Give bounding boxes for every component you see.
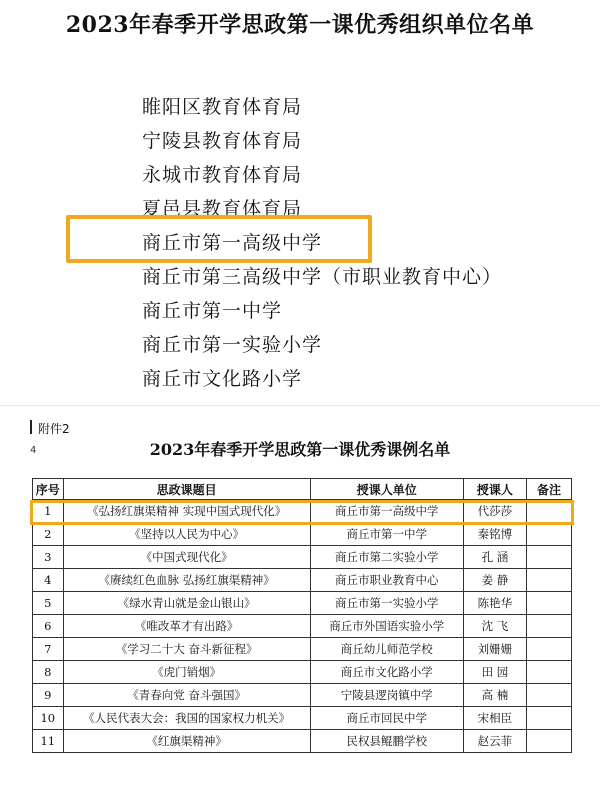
cell-remark bbox=[527, 569, 572, 592]
header-topic: 思政课题目 bbox=[63, 479, 310, 500]
cell-remark bbox=[527, 523, 572, 546]
cell-topic: 《唯改革才有出路》 bbox=[63, 615, 310, 638]
organization-item: 商丘市第三高级中学（市职业教育中心） bbox=[142, 266, 503, 288]
organization-item: 永城市教育体育局 bbox=[142, 164, 303, 186]
cell-topic: 《绿水青山就是金山银山》 bbox=[63, 592, 310, 615]
cell-teacher: 陈艳华 bbox=[463, 592, 526, 615]
table-body bbox=[33, 500, 572, 753]
cell-topic: 《赓续红色血脉 弘扬红旗渠精神》 bbox=[63, 569, 310, 592]
cell-unit: 宁陵县逻岗镇中学 bbox=[310, 684, 463, 707]
document-title: 2023年春季开学思政第一课优秀组织单位名单 bbox=[65, 12, 535, 38]
cell-teacher: 姜 静 bbox=[463, 569, 526, 592]
cell-unit: 商丘市职业教育中心 bbox=[310, 569, 463, 592]
cell-unit: 商丘市第二实验小学 bbox=[310, 546, 463, 569]
organization-item: 商丘市第一中学 bbox=[142, 300, 283, 322]
organization-item: 宁陵县教育体育局 bbox=[142, 130, 303, 152]
cell-unit: 商丘幼儿师范学校 bbox=[310, 638, 463, 661]
table-row bbox=[33, 569, 572, 592]
cell-topic: 《红旗渠精神》 bbox=[63, 730, 310, 753]
cell-teacher: 刘姗姗 bbox=[463, 638, 526, 661]
attachment-label: 附件2 bbox=[38, 422, 70, 436]
cell-index: 10 bbox=[33, 707, 64, 730]
organization-highlight-box bbox=[66, 215, 372, 263]
cell-unit: 商丘市第一中学 bbox=[310, 523, 463, 546]
cell-index: 4 bbox=[33, 569, 64, 592]
cell-remark bbox=[527, 707, 572, 730]
cell-teacher: 沈 飞 bbox=[463, 615, 526, 638]
cell-index: 1 bbox=[33, 500, 64, 523]
cell-index: 3 bbox=[33, 546, 64, 569]
cell-remark bbox=[527, 638, 572, 661]
cell-topic: 《中国式现代化》 bbox=[63, 546, 310, 569]
table-row bbox=[33, 615, 572, 638]
cell-index: 8 bbox=[33, 661, 64, 684]
table-title: 2023年春季开学思政第一课优秀课例名单 bbox=[149, 440, 451, 459]
cell-teacher: 田 园 bbox=[463, 661, 526, 684]
table-row bbox=[33, 638, 572, 661]
cell-teacher: 孔 涵 bbox=[463, 546, 526, 569]
cell-unit: 民权县鲲鹏学校 bbox=[310, 730, 463, 753]
table-row bbox=[33, 684, 572, 707]
organization-item: 商丘市文化路小学 bbox=[142, 368, 303, 390]
header-remark: 备注 bbox=[527, 479, 572, 500]
margin-mark bbox=[30, 420, 32, 434]
cell-teacher: 赵云菲 bbox=[463, 730, 526, 753]
cell-topic: 《学习二十大 奋斗新征程》 bbox=[63, 638, 310, 661]
cell-index: 11 bbox=[33, 730, 64, 753]
organization-item: 商丘市第一高级中学 bbox=[142, 232, 323, 254]
cell-topic: 《弘扬红旗渠精神 实现中国式现代化》 bbox=[63, 500, 310, 523]
organization-item: 夏邑县教育体育局 bbox=[142, 198, 303, 220]
cell-unit: 商丘市外国语实验小学 bbox=[310, 615, 463, 638]
cell-topic: 《青春向党 奋斗强国》 bbox=[63, 684, 310, 707]
cell-unit: 商丘市第一高级中学 bbox=[310, 500, 463, 523]
table-row bbox=[33, 730, 572, 753]
cell-teacher: 代莎莎 bbox=[463, 500, 526, 523]
cell-index: 5 bbox=[33, 592, 64, 615]
cell-topic: 《坚持以人民为中心》 bbox=[63, 523, 310, 546]
cell-topic: 《虎门销烟》 bbox=[63, 661, 310, 684]
table-header-row bbox=[33, 479, 572, 500]
cell-remark bbox=[527, 730, 572, 753]
cell-index: 9 bbox=[33, 684, 64, 707]
organization-item: 商丘市第一实验小学 bbox=[142, 334, 323, 356]
cell-teacher: 秦铭博 bbox=[463, 523, 526, 546]
cell-unit: 商丘市文化路小学 bbox=[310, 661, 463, 684]
table-row bbox=[33, 523, 572, 546]
cell-index: 6 bbox=[33, 615, 64, 638]
header-unit: 授课人单位 bbox=[310, 479, 463, 500]
margin-page-number: 4 bbox=[30, 445, 37, 456]
case-highlight-box bbox=[30, 500, 574, 525]
cell-remark bbox=[527, 592, 572, 615]
header-teacher: 授课人 bbox=[463, 479, 526, 500]
header-index: 序号 bbox=[33, 479, 64, 500]
cell-index: 7 bbox=[33, 638, 64, 661]
cell-teacher: 宋相臣 bbox=[463, 707, 526, 730]
cell-remark bbox=[527, 615, 572, 638]
organization-item: 睢阳区教育体育局 bbox=[142, 96, 303, 118]
table-row bbox=[33, 592, 572, 615]
cell-topic: 《人民代表大会：我国的国家权力机关》 bbox=[63, 707, 310, 730]
table-row bbox=[33, 546, 572, 569]
cell-unit: 商丘市第一实验小学 bbox=[310, 592, 463, 615]
cell-remark bbox=[527, 661, 572, 684]
cell-remark bbox=[527, 546, 572, 569]
cell-remark bbox=[527, 684, 572, 707]
cell-teacher: 高 楠 bbox=[463, 684, 526, 707]
table-row bbox=[33, 707, 572, 730]
cell-index: 2 bbox=[33, 523, 64, 546]
cell-unit: 商丘市回民中学 bbox=[310, 707, 463, 730]
table-row bbox=[33, 661, 572, 684]
page-divider bbox=[0, 405, 600, 406]
